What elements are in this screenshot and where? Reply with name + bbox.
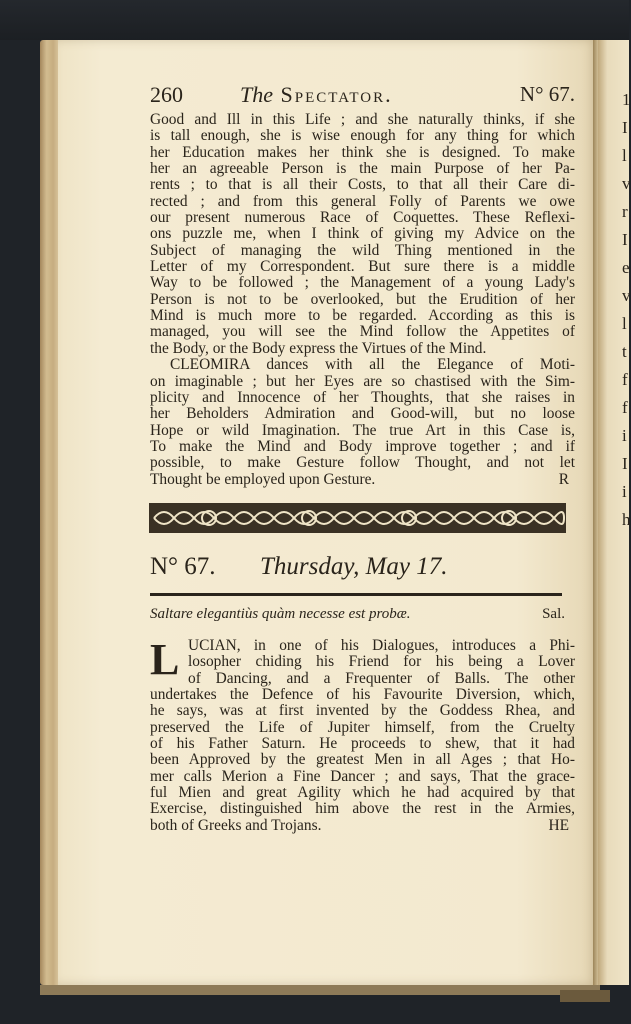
paragraph-2 xyxy=(150,357,575,488)
paragraph-1-line: Person is not to be overlooked, but the Erudition of her xyxy=(150,290,575,308)
facing-page-letter: I xyxy=(622,230,628,249)
paragraph-2-line: To make the Mind and Body improve together ; and if xyxy=(150,437,575,455)
paragraph-1-line: Good and Ill in this Life ; and she naturally thinks, if she xyxy=(150,111,575,128)
signature-letter: R xyxy=(558,470,569,488)
paragraph-2-line: Thought be employed upon Gesture. R xyxy=(150,470,569,488)
motto xyxy=(150,606,575,626)
page-content xyxy=(150,82,575,834)
bookmark-ribbon xyxy=(560,990,610,1002)
paragraph-3-line: of Dancing, and a Frequenter of Balls. The other xyxy=(188,669,575,687)
facing-page-letter: 1 xyxy=(622,90,631,109)
running-head xyxy=(150,82,575,112)
paragraph-3-line: both of Greeks and Trojans. HE xyxy=(150,816,569,834)
facing-page-letter: e xyxy=(622,258,630,277)
facing-page-letter: h xyxy=(622,510,631,529)
paragraph-1-line: Way to be followed ; the Management of a young Lady's xyxy=(150,274,575,292)
facing-page-letter: r xyxy=(622,202,628,221)
facing-page-letter: f xyxy=(622,370,628,389)
paragraph-3-line: UCIAN, in one of his Dialogues, introduces a Phi- xyxy=(188,636,575,654)
running-title-main: Spectator. xyxy=(280,82,393,107)
facing-page-letter: t xyxy=(622,342,627,361)
issue-number: N° 67. xyxy=(519,82,575,106)
motto-author: Sal. xyxy=(542,605,565,622)
running-title xyxy=(240,82,393,108)
facing-page-letter: l xyxy=(622,146,627,165)
facing-page-letter: I xyxy=(622,454,628,473)
paragraph-1-line: Letter of my Correspondent. But sure there is a middle xyxy=(150,258,575,276)
page-bottom-edge xyxy=(40,985,600,995)
paragraph-3-line: undertakes the Defence of his Favourite Diversion, which, xyxy=(150,685,575,703)
facing-page-letter: v xyxy=(622,286,631,305)
paragraph-1-line: Subject of managing the wild Thing mentioned in the xyxy=(150,241,575,259)
dark-background xyxy=(0,0,629,40)
paragraph-3-line: of his Father Saturn. He proceeds to shew, that it had xyxy=(150,734,575,752)
paragraph-1-line: our present numerous Race of Coquettes. These Reflexi- xyxy=(150,209,575,227)
paragraph-2-line: possible, to make Gesture follow Thought, and not let xyxy=(150,454,575,472)
facing-page-letter: i xyxy=(622,426,627,445)
facing-page-letter: I xyxy=(622,118,628,137)
issue-heading-date: Thursday, May 17. xyxy=(260,552,448,580)
page-number: 260 xyxy=(150,82,183,107)
catchword: HE xyxy=(548,816,569,834)
motto-latin: Saltare elegantiùs quàm necesse est probæ. xyxy=(150,605,411,622)
paragraph-3-line: mer calls Merion a Fine Dancer ; and says, That the grace- xyxy=(150,767,575,785)
heading-rule xyxy=(150,593,562,596)
paragraph-1-line: rected ; and from this general Folly of Parents we owe xyxy=(150,192,575,210)
drop-cap: L xyxy=(150,634,180,684)
facing-page-letter: i xyxy=(622,482,627,501)
facing-page xyxy=(598,40,629,985)
paragraph-3-line: been Approved by the greatest Men in all Ages ; that Ho- xyxy=(150,751,575,769)
paragraph-3 xyxy=(150,634,575,834)
paragraph-3-text xyxy=(150,634,575,834)
paragraph-2-line: on imaginable ; but her Eyes are so chastised with the Sim- xyxy=(150,372,575,390)
facing-page-letter: v xyxy=(622,174,631,193)
paragraph-1-line: ons puzzle me, when I think of giving my Advice on the xyxy=(150,225,575,243)
paragraph-1-line: the Body, or the Body express the Virtues of the Mind. xyxy=(150,339,487,357)
paragraph-3-line: Exercise, distinguished him above the rest in the Armies, xyxy=(150,800,575,818)
issue-heading xyxy=(150,553,575,587)
facing-page-letter: f xyxy=(622,398,628,417)
paragraph-3-line: losopher chiding his Friend for his being a Lover xyxy=(188,653,575,671)
paragraph-2-line: plicity and Innocence of her Thoughts, that she raises in xyxy=(150,388,575,406)
paragraph-1 xyxy=(150,112,575,357)
paragraph-2-line: Hope or wild Imagination. The true Art in this Case is, xyxy=(150,421,575,439)
issue-heading-number: N° 67. xyxy=(150,552,216,580)
paragraph-1-line: her Education makes her think she is designed. To make xyxy=(150,143,575,161)
paragraph-3-line: he says, was at first invented by the Goddess Rhea, and xyxy=(150,702,575,720)
paragraph-1-line: managed, you will see the Mind follow the Appetites of xyxy=(150,323,575,341)
facing-page-letter: l xyxy=(622,314,627,333)
paragraph-3-line: ful Mien and great Agility which he had acquired by that xyxy=(150,784,575,801)
paragraph-1-line: rents ; to that is all their Costs, to that all their Care di- xyxy=(150,176,575,194)
running-title-the: The xyxy=(240,82,273,107)
paragraph-1-line: is tall enough, she is wise enough for any thing for which xyxy=(150,127,575,145)
paragraph-2-line: CLEOMIRA dances with all the Elegance of Moti- xyxy=(170,356,575,374)
ornamental-band xyxy=(149,502,566,534)
paragraph-1-line: Mind is much more to be regarded. According as this is xyxy=(150,307,575,325)
paragraph-1-line: her an agreeable Person is the main Purpose of her Pa- xyxy=(150,160,575,178)
paragraph-3-line: preserved the Life of Jupiter himself, from the Cruelty xyxy=(150,718,575,736)
paragraph-2-line: her Beholders Admiration and Good-will, but no loose xyxy=(150,405,575,423)
